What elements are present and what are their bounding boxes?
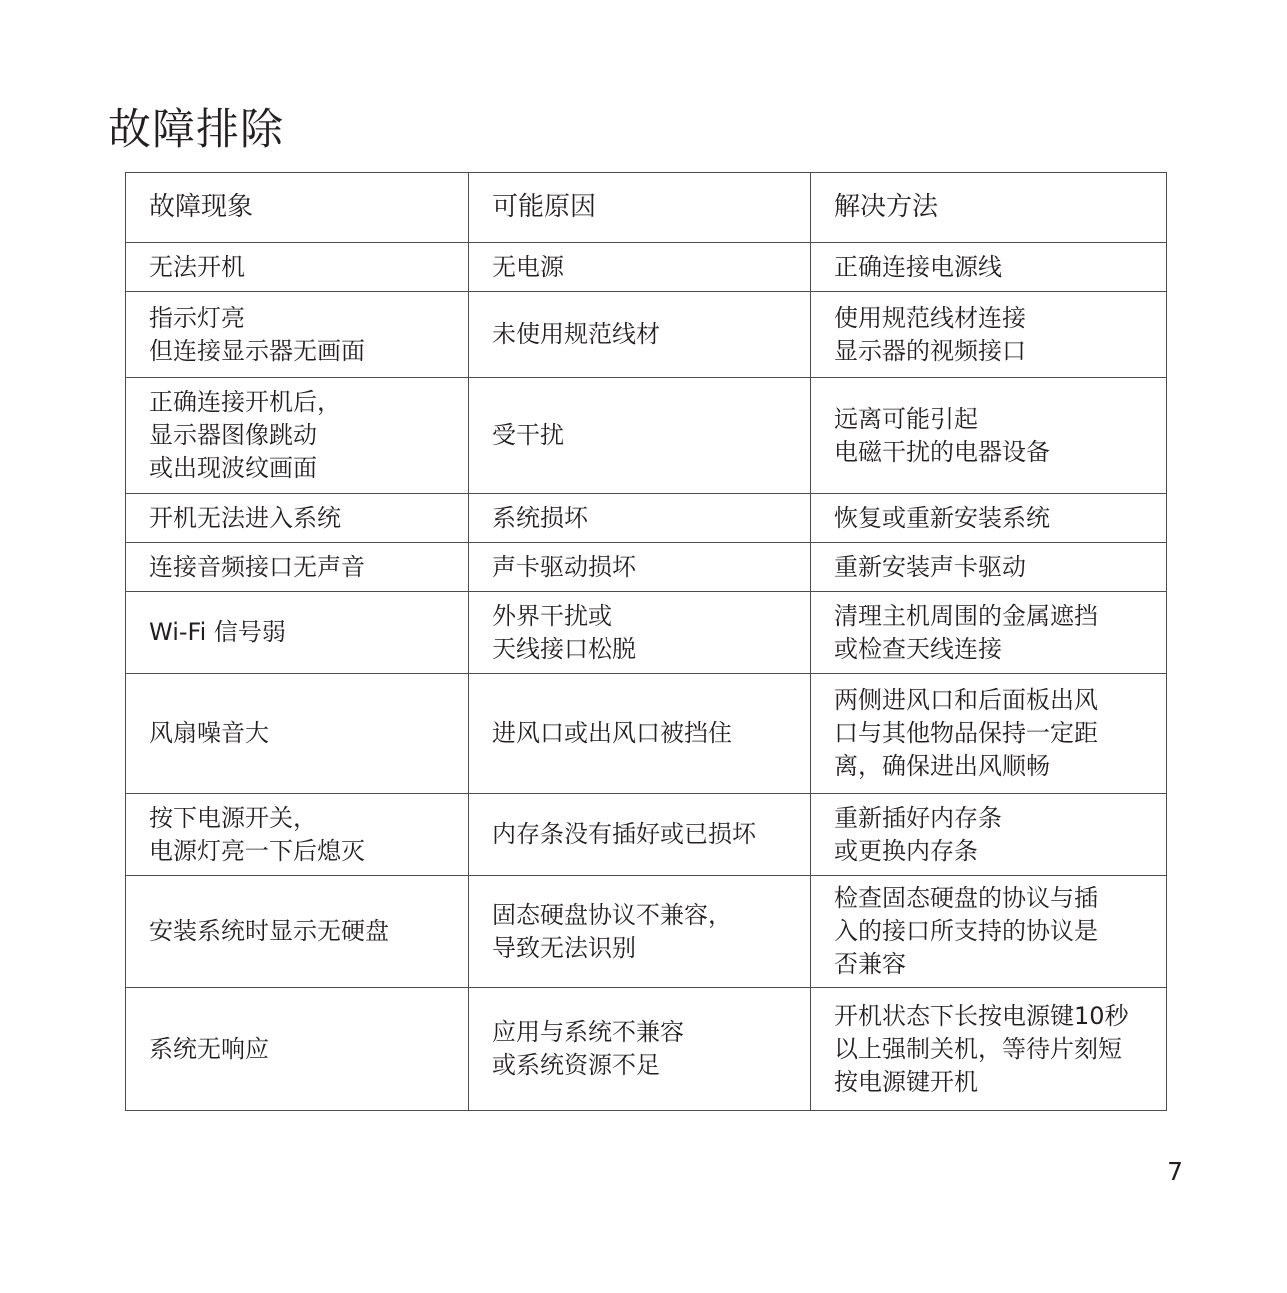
symptom-cell: 连接音频接口无声音 bbox=[126, 543, 469, 592]
solution-cell: 检查固态硬盘的协议与插 入的接口所支持的协议是 否兼容 bbox=[811, 876, 1167, 988]
table-row bbox=[126, 988, 1167, 1111]
table-row bbox=[126, 292, 1167, 378]
cause-cell: 受干扰 bbox=[469, 378, 811, 494]
cause-cell: 固态硬盘协议不兼容， 导致无法识别 bbox=[469, 876, 811, 988]
table-row bbox=[126, 543, 1167, 592]
symptom-cell: Wi-Fi 信号弱 bbox=[126, 592, 469, 674]
solution-cell: 远离可能引起 电磁干扰的电器设备 bbox=[811, 378, 1167, 494]
page-title: 故障排除 bbox=[108, 105, 284, 155]
cause-cell: 声卡驱动损坏 bbox=[469, 543, 811, 592]
table-row bbox=[126, 243, 1167, 292]
symptom-cell: 正确连接开机后， 显示器图像跳动 或出现波纹画面 bbox=[126, 378, 469, 494]
cause-cell: 外界干扰或 天线接口松脱 bbox=[469, 592, 811, 674]
symptom-cell: 风扇噪音大 bbox=[126, 674, 469, 794]
page-number: 7 bbox=[1167, 1157, 1183, 1186]
solution-cell: 开机状态下长按电源键10秒 以上强制关机，等待片刻短 按电源键开机 bbox=[811, 988, 1167, 1111]
symptom-cell: 系统无响应 bbox=[126, 988, 469, 1111]
symptom-cell: 无法开机 bbox=[126, 243, 469, 292]
solution-cell: 使用规范线材连接 显示器的视频接口 bbox=[811, 292, 1167, 378]
solution-cell: 重新插好内存条 或更换内存条 bbox=[811, 794, 1167, 876]
solution-cell: 两侧进风口和后面板出风 口与其他物品保持一定距 离，确保进出风顺畅 bbox=[811, 674, 1167, 794]
symptom-cell: 开机无法进入系统 bbox=[126, 494, 469, 543]
table-row bbox=[126, 876, 1167, 988]
symptom-cell: 指示灯亮 但连接显示器无画面 bbox=[126, 292, 469, 378]
troubleshooting-table bbox=[125, 172, 1167, 1111]
symptom-cell: 按下电源开关， 电源灯亮一下后熄灭 bbox=[126, 794, 469, 876]
solution-cell: 恢复或重新安装系统 bbox=[811, 494, 1167, 543]
symptom-cell: 安装系统时显示无硬盘 bbox=[126, 876, 469, 988]
header-symptom: 故障现象 bbox=[126, 173, 469, 243]
solution-cell: 清理主机周围的金属遮挡 或检查天线连接 bbox=[811, 592, 1167, 674]
cause-cell: 无电源 bbox=[469, 243, 811, 292]
header-cause: 可能原因 bbox=[469, 173, 811, 243]
solution-cell: 重新安装声卡驱动 bbox=[811, 543, 1167, 592]
cause-cell: 内存条没有插好或已损坏 bbox=[469, 794, 811, 876]
table-row bbox=[126, 378, 1167, 494]
table-row bbox=[126, 494, 1167, 543]
table-row bbox=[126, 794, 1167, 876]
header-solution: 解决方法 bbox=[811, 173, 1167, 243]
table-row bbox=[126, 592, 1167, 674]
cause-cell: 系统损坏 bbox=[469, 494, 811, 543]
cause-cell: 未使用规范线材 bbox=[469, 292, 811, 378]
table-header-row bbox=[126, 173, 1167, 243]
table-row bbox=[126, 674, 1167, 794]
cause-cell: 进风口或出风口被挡住 bbox=[469, 674, 811, 794]
solution-cell: 正确连接电源线 bbox=[811, 243, 1167, 292]
cause-cell: 应用与系统不兼容 或系统资源不足 bbox=[469, 988, 811, 1111]
